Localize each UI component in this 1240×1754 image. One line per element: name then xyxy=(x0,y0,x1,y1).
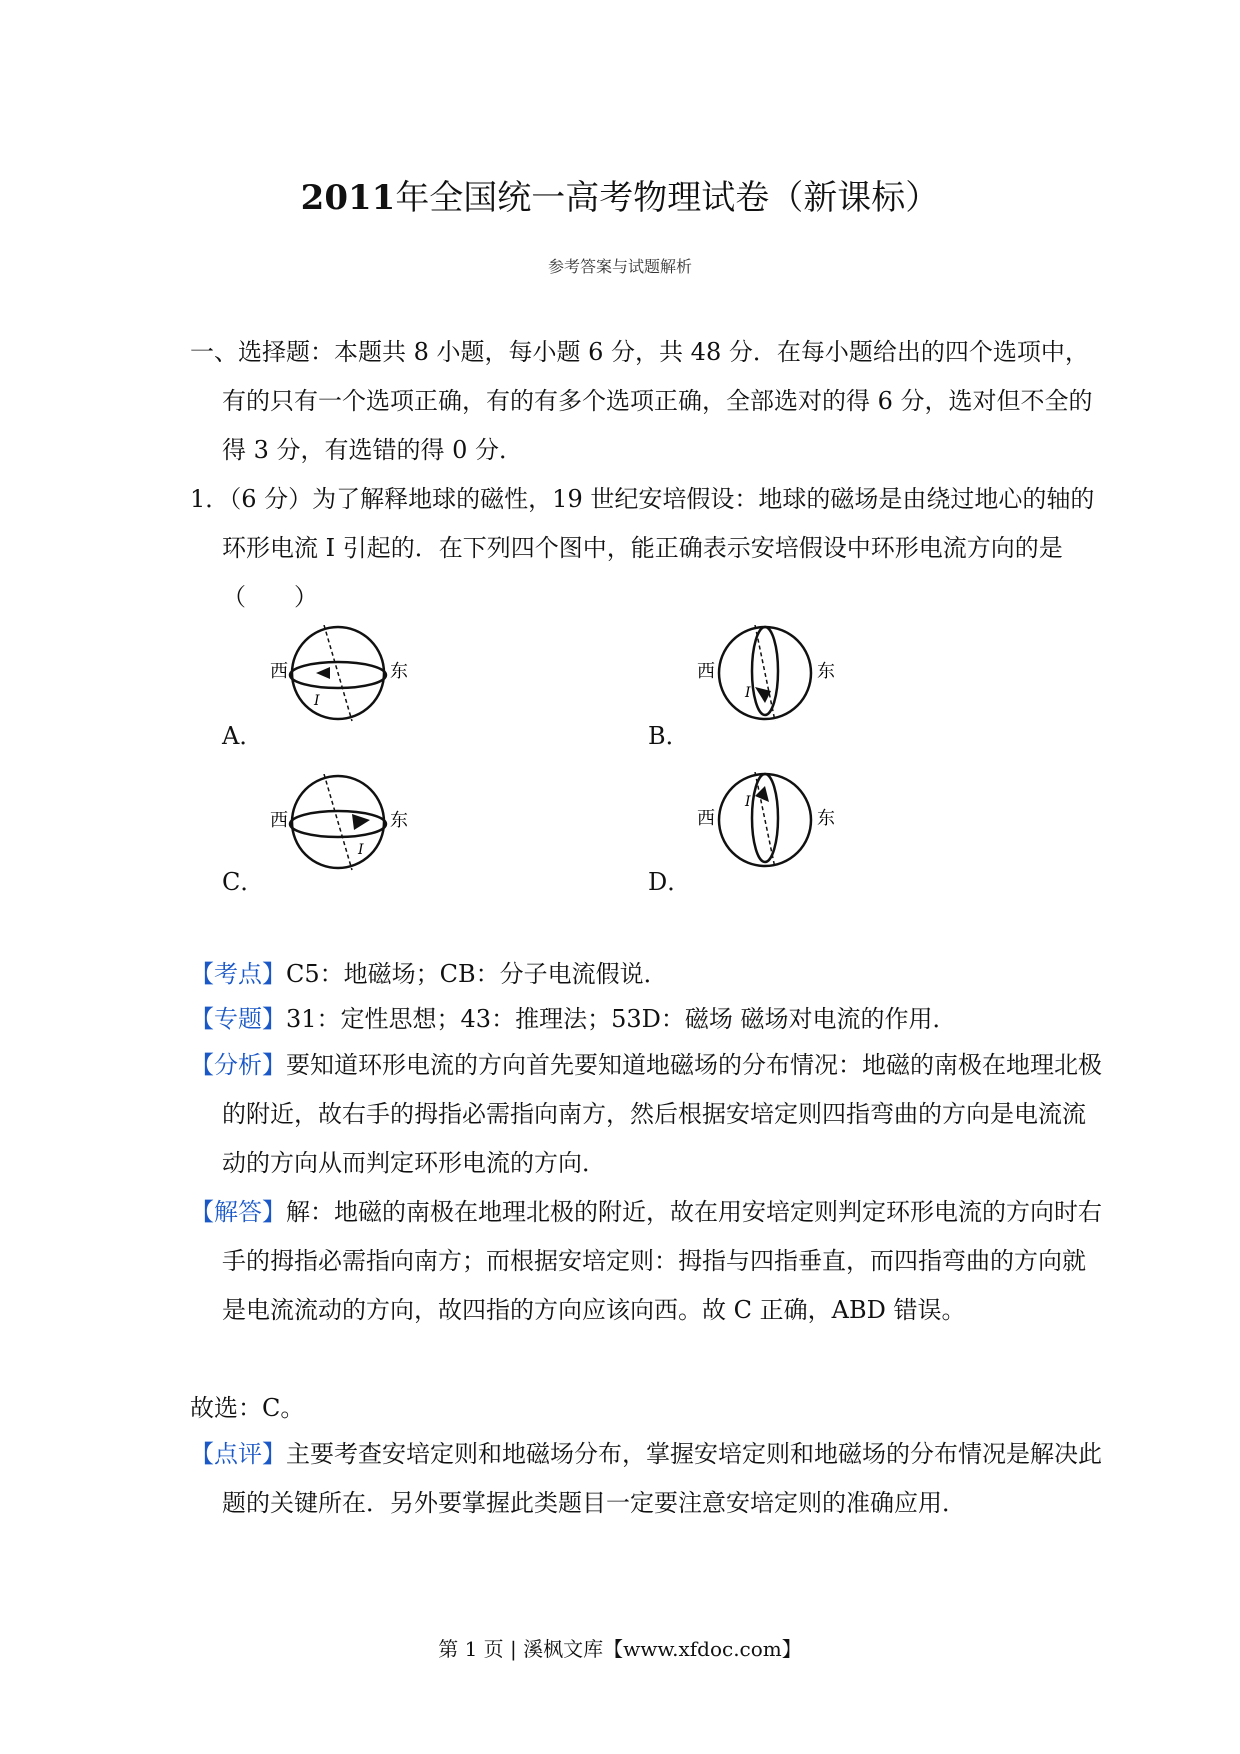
zhuanti-line xyxy=(190,995,1070,1044)
option-a-label: A． xyxy=(222,722,264,750)
east-label: 东 xyxy=(817,661,835,682)
dianping-block xyxy=(190,1430,1102,1528)
page-title: 2011年全国统一高考物理试卷（新课标） xyxy=(300,178,940,218)
fenxi-label: 【分析】 xyxy=(190,1051,286,1079)
jieda-block xyxy=(190,1188,1102,1335)
fenxi-block xyxy=(190,1041,1102,1188)
current-label: I xyxy=(314,693,320,709)
west-label: 西 xyxy=(270,810,288,831)
east-label: 东 xyxy=(817,808,835,829)
section-intro: 一、选择题：本题共 8 小题，每小题 6 分，共 48 分．在每小题给出的四个选项中，有的只有一个选项正确，有的有多个选项正确，全部选对的得 6 分，选对但不全的得 3 分，有选错的得 0 分． xyxy=(190,338,1093,464)
figure-d xyxy=(693,772,853,882)
dianping-label: 【点评】 xyxy=(190,1440,286,1468)
page-footer: 第 1 页 | 溪枫文库【www.xfdoc.com】 xyxy=(438,1637,802,1661)
figure-c xyxy=(266,774,426,884)
east-label: 东 xyxy=(390,810,408,831)
west-label: 西 xyxy=(270,661,288,682)
kaodian-text: C5：地磁场；CB：分子电流假说． xyxy=(286,960,668,988)
current-label: I xyxy=(358,842,364,858)
east-label: 东 xyxy=(390,661,408,682)
option-b-label: B． xyxy=(648,722,690,750)
figure-b xyxy=(693,625,853,735)
question-number: 1． xyxy=(190,485,230,513)
fenxi-text: 要知道环形电流的方向首先要知道地磁场的分布情况：地磁的南极在地理北极的附近，故右手的拇指必需指向南方，然后根据安培定则四指弯曲的方向是电流流动的方向从而判定环形电流的方向． xyxy=(222,1051,1102,1177)
kaodian-label: 【考点】 xyxy=(190,960,286,988)
answer-line: 故选：C。 xyxy=(190,1394,305,1422)
zhuanti-text: 31：定性思想；43：推理法；53D：磁场 磁场对电流的作用． xyxy=(286,1005,957,1033)
west-label: 西 xyxy=(697,808,715,829)
option-d-label: D． xyxy=(648,868,692,896)
west-label: 西 xyxy=(697,661,715,682)
kaodian-line xyxy=(190,950,1070,999)
zhuanti-label: 【专题】 xyxy=(190,1005,286,1033)
jieda-label: 【解答】 xyxy=(190,1198,286,1226)
jieda-text: 解：地磁的南极在地理北极的附近，故在用安培定则判定环形电流的方向时右手的拇指必需指向南方；而根据安培定则：拇指与四指垂直，而四指弯曲的方向就是电流流动的方向，故四指的方向应该向西。故 C 正确，ABD 错误。 xyxy=(222,1198,1102,1324)
current-label: I xyxy=(745,685,751,701)
option-c-label: C． xyxy=(222,868,265,896)
dianping-text: 主要考查安培定则和地磁场分布，掌握安培定则和地磁场的分布情况是解决此题的关键所在．另外要掌握此类题目一定要注意安培定则的准确应用． xyxy=(222,1440,1102,1517)
page-subtitle: 参考答案与试题解析 xyxy=(547,257,692,276)
question-stem: （6 分）为了解释地球的磁性，19 世纪安培假设：地球的磁场是由绕过地心的轴的环形电流 I 引起的．在下列四个图中，能正确表示安培假设中环形电流方向的是（ ） xyxy=(222,485,1095,611)
current-label: I xyxy=(745,794,751,810)
figure-a xyxy=(266,625,426,735)
question-1 xyxy=(190,475,1102,622)
